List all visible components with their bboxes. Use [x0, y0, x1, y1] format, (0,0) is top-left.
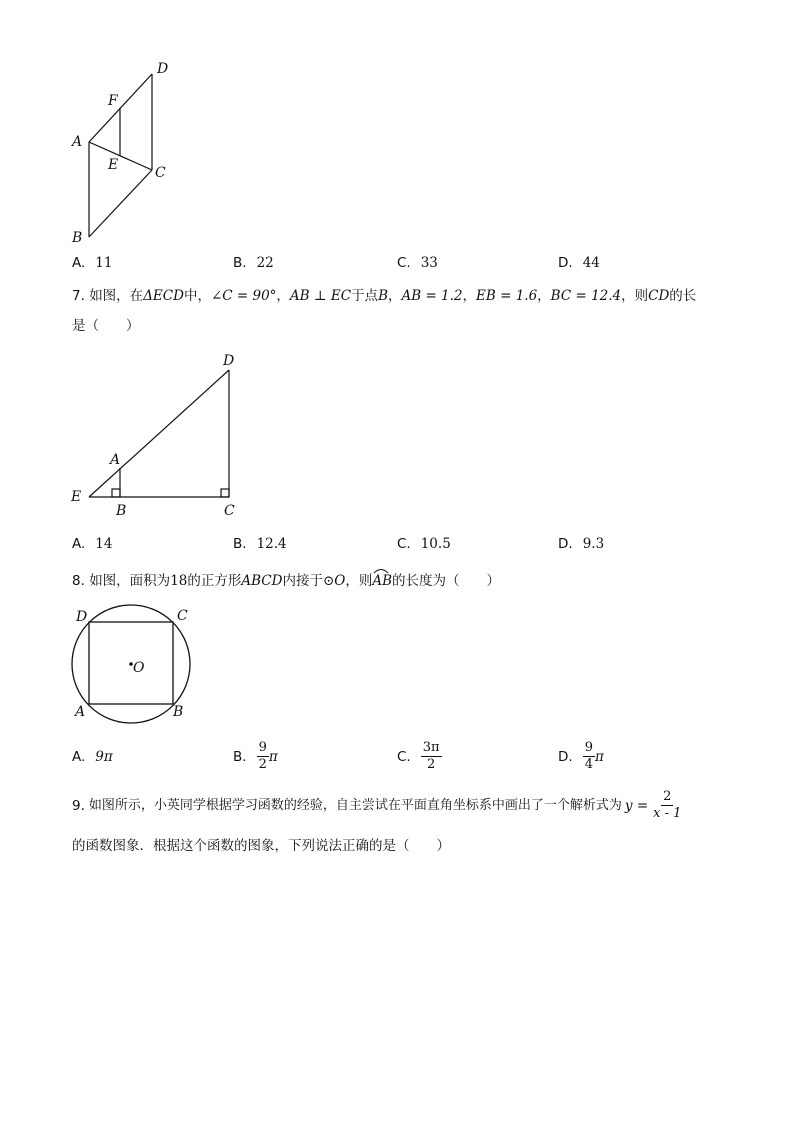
edge-bc: [89, 170, 152, 237]
q8-option-c: [397, 740, 442, 773]
q7-option-a: [72, 536, 112, 552]
right-angle-c: [221, 489, 229, 497]
question-number: 9.: [72, 797, 85, 814]
stem-text: 的正方形: [187, 573, 242, 589]
option-letter: B.: [233, 748, 247, 765]
q6-option-c: [397, 255, 438, 271]
q8-option-b: [233, 740, 278, 773]
option-letter: D.: [558, 255, 573, 271]
arc-name: AB: [372, 573, 393, 589]
angle-expr: ∠C = 90°: [210, 288, 277, 304]
fraction-denominator: x - 1: [653, 806, 682, 821]
eb-expr: EB = 1.6: [476, 288, 538, 304]
option-value: 14: [95, 536, 113, 552]
label-o: O: [133, 660, 145, 676]
q6-option-b: [233, 255, 274, 271]
q7-option-c: [397, 536, 451, 552]
question-number: 7.: [72, 288, 85, 304]
area-value: 18: [170, 573, 188, 589]
label-d: D: [157, 61, 169, 77]
label-e: E: [108, 157, 119, 173]
option-letter: C.: [397, 255, 411, 271]
fraction-denominator: 4: [584, 757, 593, 772]
label-b: B: [173, 704, 184, 720]
fraction-numerator: 2: [663, 789, 672, 804]
circle-name: ⊙O: [322, 573, 346, 589]
option-value: 12.4: [256, 536, 287, 552]
option-letter: A.: [72, 536, 86, 552]
q9-stem-line2: 的函数图象．根据这个函数的图象，下列说法正确的是（ ）: [72, 838, 450, 854]
option-value: 9π: [95, 749, 113, 765]
option-value: 9.3: [582, 536, 605, 552]
stem-text: 于点: [351, 288, 379, 304]
option-letter: A.: [72, 255, 86, 271]
option-value: 11: [95, 255, 113, 271]
q6-option-d: [558, 255, 600, 271]
point-b: B: [378, 288, 388, 304]
q8-stem: [72, 571, 500, 591]
fraction-numerator: 3π: [422, 740, 440, 755]
ab-expr: AB = 1.2: [401, 288, 463, 304]
q8-figure: [60, 600, 200, 725]
fraction-denominator: 2: [426, 757, 436, 772]
q7-stem-line1: [72, 286, 696, 306]
q7-option-d: [558, 536, 604, 552]
stem-text: ，则: [345, 573, 373, 589]
label-a: A: [72, 134, 83, 150]
option-letter: B.: [233, 536, 247, 552]
q8-option-a: [72, 749, 113, 765]
pi-symbol: π: [594, 748, 604, 765]
fraction: [257, 740, 269, 773]
pi-symbol: π: [268, 748, 278, 765]
label-c: C: [155, 165, 166, 181]
triangle-name: ΔECD: [143, 288, 184, 304]
fraction-numerator: 9: [258, 740, 267, 755]
option-letter: C.: [397, 536, 411, 552]
option-value: 22: [256, 255, 274, 271]
label-d: D: [76, 609, 88, 625]
stem-text: 中，: [183, 288, 211, 304]
label-f: F: [108, 93, 118, 109]
q8-option-d: [558, 740, 604, 773]
label-a: A: [110, 452, 121, 468]
edge-ed: [89, 370, 229, 497]
fraction-denominator: 2: [258, 757, 267, 772]
q6-option-a: [72, 255, 112, 271]
stem-text: ，: [276, 288, 290, 304]
bc-expr: BC = 12.4: [550, 288, 622, 304]
right-angle-b: [112, 489, 120, 497]
q7-option-b: [233, 536, 287, 552]
stem-text: 如图所示，小英同学根据学习函数的经验，自主尝试在平面直角坐标系中画出了一个解析式为: [88, 797, 622, 813]
stem-text: ，: [537, 288, 551, 304]
q7-stem-line2: 是（ ）: [72, 318, 140, 334]
option-letter: D.: [558, 748, 573, 765]
question-number: 8.: [72, 573, 85, 589]
label-e: E: [71, 489, 82, 505]
label-c: C: [224, 503, 235, 519]
option-letter: C.: [397, 748, 411, 765]
option-letter: A.: [72, 749, 86, 765]
arc-symbol-icon: [373, 568, 389, 574]
square-name: ABCD: [241, 573, 283, 589]
fraction-numerator: 9: [584, 740, 593, 755]
stem-text: ，则: [621, 288, 649, 304]
label-a: A: [75, 704, 86, 720]
fraction: [421, 740, 442, 773]
label-b: B: [116, 503, 127, 519]
cd-expr: CD: [648, 288, 670, 304]
fraction: [583, 740, 595, 773]
option-value: 10.5: [420, 536, 451, 552]
stem-text: 如图，在: [89, 288, 144, 304]
q9-stem-line1: [72, 789, 683, 822]
label-b: B: [72, 230, 83, 246]
formula-fraction: [651, 789, 683, 822]
stem-text: 的长度为（ ）: [392, 573, 501, 589]
stem-text: 如图，面积为: [89, 573, 171, 589]
stem-text: 内接于: [282, 573, 323, 589]
stem-text: 的长: [669, 288, 697, 304]
stem-text: ，: [462, 288, 477, 304]
option-letter: D.: [558, 536, 573, 552]
label-d: D: [223, 353, 235, 369]
q7-figure: [65, 348, 245, 520]
stem-text: ，: [387, 288, 402, 304]
option-value: 33: [420, 255, 438, 271]
q6-figure: [60, 55, 190, 250]
perp-expr: AB ⊥ EC: [289, 288, 352, 304]
option-value: 44: [582, 255, 600, 271]
label-c: C: [177, 608, 188, 624]
formula-lhs: y =: [624, 797, 649, 814]
option-letter: B.: [233, 255, 247, 271]
